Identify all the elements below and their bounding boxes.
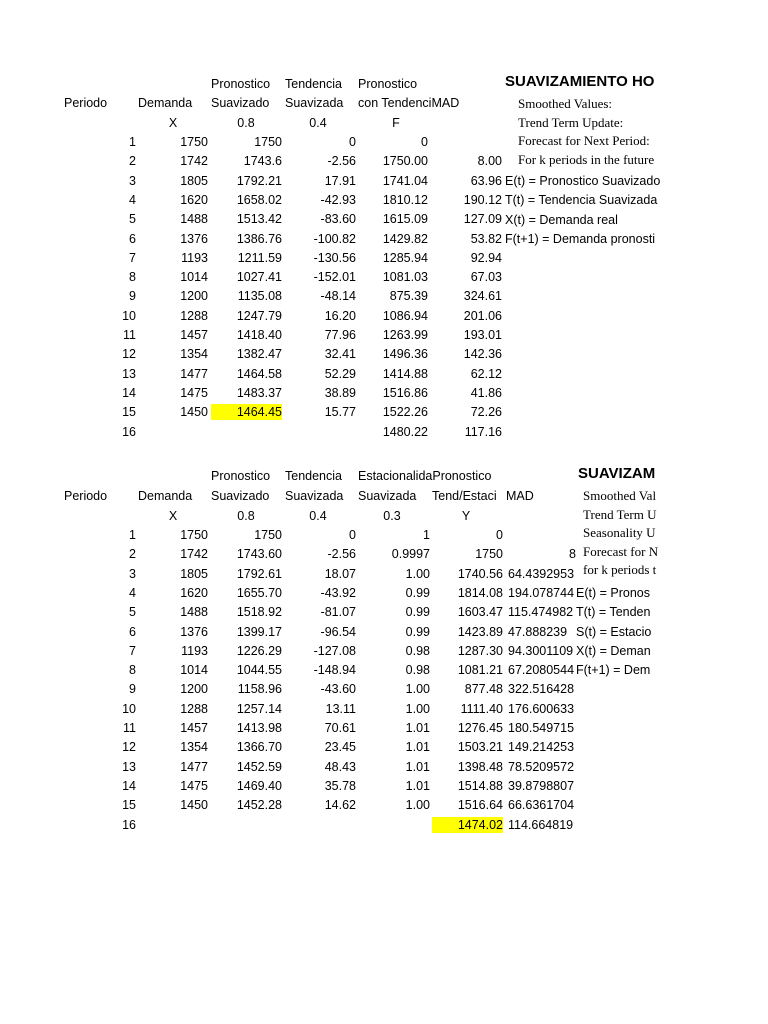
t1-cell-suavizado: 1483.37 xyxy=(236,385,282,400)
t1-cell-mad: 8.00 xyxy=(477,154,502,169)
t1-cell-demanda: 1620 xyxy=(180,192,208,207)
t1-cell-tendencia: -152.01 xyxy=(313,270,356,285)
t2-cell-tendencia: 13.11 xyxy=(325,701,356,716)
t2-cell-mad: 47.888239 xyxy=(508,624,568,639)
t1-cell-demanda: 1750 xyxy=(180,135,208,149)
t2-cell-estacionalidad: 1.00 xyxy=(405,701,430,716)
t1-cell-demanda: 1488 xyxy=(180,212,208,227)
t2-cell-suavizado: 1413.98 xyxy=(236,721,282,735)
t2-cell-suavizado: 1257.14 xyxy=(236,701,282,716)
t2-cell-pronostico: 0 xyxy=(496,528,503,542)
t1-cell-periodo: 10 xyxy=(122,308,136,323)
t2-param-beta: 0.4 xyxy=(309,509,327,523)
t2-cell-estacionalidad: 0.99 xyxy=(405,605,430,620)
t1-cell-mad: 92.94 xyxy=(470,250,502,265)
t2-cell-suavizado: 1743.60 xyxy=(236,547,282,562)
t1-cell-suavizado: 1792.21 xyxy=(236,173,282,188)
t2-side-legend: S(t) = Estacio xyxy=(576,624,652,639)
t2-cell-periodo: 12 xyxy=(122,740,136,755)
t2-cell-demanda: 1288 xyxy=(180,701,208,716)
t2-cell-suavizado: 1655.70 xyxy=(236,585,282,600)
t2-cell-tendencia: 14.62 xyxy=(324,798,356,813)
t1-cell-tendencia: -2.56 xyxy=(327,154,356,169)
t2-cell-estacionalidad: 0.98 xyxy=(405,663,430,678)
t2-cell-mad: 78.5209572 xyxy=(508,759,575,774)
t2-cell-periodo: 16 xyxy=(122,817,136,832)
t1-cell-suavizado: 1743.6 xyxy=(243,154,282,169)
t2-header-tend-estaci: Tend/Estaci xyxy=(432,489,497,503)
t1-cell-periodo: 14 xyxy=(122,385,136,400)
t2-cell-demanda: 1354 xyxy=(180,740,208,755)
t1-cell-suavizado: 1513.42 xyxy=(236,212,282,227)
t1-cell-demanda: 1288 xyxy=(180,308,208,323)
t2-cell-pronostico: 1516.64 xyxy=(457,798,503,813)
t1-cell-mad: 142.36 xyxy=(463,347,502,362)
t2-cell-suavizado: 1792.61 xyxy=(236,566,282,581)
t2-cell-estacionalidad: 1.00 xyxy=(405,682,430,697)
t2-cell-mad: 64.4392953 xyxy=(508,566,575,581)
t1-cell-pronostico: 1414.88 xyxy=(382,366,428,381)
t2-cell-pronostico: 1287.30 xyxy=(457,643,503,658)
t2-header-suavizado: Suavizado xyxy=(211,489,270,503)
t2-cell-pronostico: 1814.08 xyxy=(457,585,503,600)
t2-header-periodo: Periodo xyxy=(64,489,108,503)
t2-cell-mad: 67.2080544 xyxy=(508,663,575,678)
t1-cell-tendencia: 38.89 xyxy=(324,385,356,400)
t1-cell-tendencia: 17.91 xyxy=(324,173,356,188)
t1-cell-tendencia: -42.93 xyxy=(320,192,356,207)
t2-side-formula: Trend Term U xyxy=(583,506,657,522)
t2-cell-mad: 94.3001109 xyxy=(508,643,574,658)
t1-cell-demanda: 1475 xyxy=(180,385,208,400)
t1-cell-periodo: 3 xyxy=(129,173,136,188)
t2-cell-estacionalidad: 1.01 xyxy=(405,721,430,735)
t1-cell-demanda: 1457 xyxy=(180,328,208,342)
t2-cell-pronostico: 1398.48 xyxy=(457,759,503,774)
t1-cell-mad: 193.01 xyxy=(463,328,502,342)
t2-cell-estacionalidad: 1.01 xyxy=(405,778,430,793)
t1-side-formula: For k periods in the future xyxy=(518,151,655,167)
t2-cell-suavizado: 1452.28 xyxy=(236,798,282,813)
t2-cell-tendencia: 23.45 xyxy=(324,740,356,755)
t1-cell-periodo: 1 xyxy=(129,135,136,149)
t2-cell-estacionalidad: 1 xyxy=(423,528,430,542)
t1-cell-mad: 63.96 xyxy=(470,173,502,188)
t1-cell-suavizado: 1418.40 xyxy=(236,328,282,342)
t1-header-suavizada: Suavizada xyxy=(285,96,344,110)
t2-cell-estacionalidad: 0.98 xyxy=(405,643,430,658)
t1-cell-suavizado: 1211.59 xyxy=(237,250,282,265)
t1-cell-pronostico: 1081.03 xyxy=(382,270,428,285)
t2-side-title: SUAVIZAM xyxy=(578,465,656,482)
t1-cell-tendencia: -100.82 xyxy=(313,231,356,246)
t1-cell-pronostico: 875.39 xyxy=(389,289,428,304)
t1-side-legend: T(t) = Tendencia Suavizada xyxy=(505,193,658,208)
t1-cell-mad: 190.12 xyxy=(463,192,502,207)
t2-side-formula: Seasonality U xyxy=(583,525,656,541)
t2-cell-periodo: 14 xyxy=(122,778,136,793)
t1-side-formula: Smoothed Values: xyxy=(518,96,613,111)
t2-side-panel xyxy=(576,462,659,682)
t2-cell-suavizado: 1518.92 xyxy=(236,605,282,620)
t1-cell-suavizado: 1027.41 xyxy=(236,270,282,285)
t1-cell-demanda: 1805 xyxy=(180,173,208,188)
t1-cell-periodo: 6 xyxy=(129,231,136,246)
t2-cell-mad: 180.549715 xyxy=(508,721,575,735)
t2-cell-estacionalidad: 1.01 xyxy=(405,740,430,755)
t2-cell-mad: 114.664819 xyxy=(508,817,574,832)
t2-cell-pronostico: 1081.21 xyxy=(457,663,503,678)
t2-cell-mad: 8 xyxy=(569,547,576,562)
t2-cell-mad: 194.078744 xyxy=(508,585,575,600)
t2-side-legend: F(t+1) = Dem xyxy=(576,663,651,678)
t2-cell-pronostico: 1474.02 xyxy=(432,817,503,833)
t1-side-panel xyxy=(505,70,661,260)
t1-cell-periodo: 11 xyxy=(123,328,136,342)
t1-cell-demanda: 1193 xyxy=(181,250,208,265)
t2-cell-pronostico: 1750 xyxy=(475,547,503,562)
t1-side-formula: Trend Term Update: xyxy=(518,114,624,130)
t2-cell-periodo: 8 xyxy=(129,663,136,678)
t2-header-demanda: Demanda xyxy=(138,489,193,503)
t1-cell-periodo: 7 xyxy=(129,250,136,265)
t2-cell-estacionalidad: 0.9997 xyxy=(391,547,430,562)
t2-cell-pronostico: 1111.40 xyxy=(460,701,503,716)
t1-cell-tendencia: -48.14 xyxy=(320,289,356,304)
t2-cell-demanda: 1457 xyxy=(180,721,208,735)
t2-cell-demanda: 1620 xyxy=(180,585,208,600)
t1-cell-mad: 127.09 xyxy=(463,212,502,227)
t1-cell-demanda: 1354 xyxy=(180,347,208,362)
t1-cell-pronostico: 1263.99 xyxy=(382,328,428,342)
t1-cell-pronostico: 1741.04 xyxy=(382,173,428,188)
t2-cell-suavizado: 1750 xyxy=(254,528,282,542)
t2-cell-tendencia: 0 xyxy=(349,528,356,542)
t1-side-formula: Forecast for Next Period: xyxy=(518,133,650,149)
t1-cell-periodo: 5 xyxy=(129,212,136,227)
t2-param-x: X xyxy=(168,509,178,523)
t2-cell-periodo: 11 xyxy=(123,721,136,735)
t2-cell-suavizado: 1469.40 xyxy=(236,778,282,793)
t1-cell-tendencia: 15.77 xyxy=(324,405,356,420)
t2-header-pronostico: Pronostico xyxy=(211,469,271,483)
t1-cell-mad: 62.12 xyxy=(470,366,502,381)
t2-cell-estacionalidad: 0.99 xyxy=(405,624,430,639)
t2-cell-mad: 149.214253 xyxy=(508,740,575,755)
t2-cell-periodo: 3 xyxy=(129,566,136,581)
t1-cell-pronostico: 1522.26 xyxy=(382,405,428,420)
t2-cell-mad: 115.474982 xyxy=(508,605,574,620)
t2-cell-pronostico: 1276.45 xyxy=(457,721,503,735)
t2-cell-suavizado: 1399.17 xyxy=(236,624,282,639)
t2-cell-suavizado: 1366.70 xyxy=(236,740,282,755)
t2-cell-demanda: 1193 xyxy=(181,643,208,658)
t1-cell-suavizado: 1386.76 xyxy=(236,231,282,246)
t1-cell-mad: 72.26 xyxy=(470,405,502,420)
t1-cell-mad: 53.82 xyxy=(470,231,502,246)
t2-cell-pronostico: 1503.21 xyxy=(457,740,503,755)
t1-cell-periodo: 2 xyxy=(129,154,136,169)
t2-side-legend: E(t) = Pronos xyxy=(576,586,650,600)
t2-cell-estacionalidad: 1.00 xyxy=(405,566,430,581)
t1-side-title: SUAVIZAMIENTO HO xyxy=(505,73,655,90)
t2-header-mad: MAD xyxy=(506,489,534,503)
t2-cell-pronostico: 1423.89 xyxy=(457,624,503,639)
t1-cell-pronostico: 1516.86 xyxy=(382,385,428,400)
t1-cell-pronostico: 1615.09 xyxy=(382,212,428,227)
t2-cell-demanda: 1014 xyxy=(180,663,208,678)
t1-cell-tendencia: 52.29 xyxy=(324,366,356,381)
t1-cell-tendencia: 77.96 xyxy=(324,328,356,342)
t1-cell-pronostico: 1496.36 xyxy=(382,347,428,362)
t1-cell-demanda: 1014 xyxy=(180,270,208,285)
t1-side-legend: F(t+1) = Demanda pronosti xyxy=(505,231,656,246)
t2-cell-periodo: 15 xyxy=(122,798,136,813)
t2-cell-suavizado: 1158.96 xyxy=(237,682,282,697)
t1-cell-periodo: 12 xyxy=(122,347,136,362)
t2-cell-periodo: 5 xyxy=(129,605,136,620)
t2-cell-estacionalidad: 1.01 xyxy=(405,759,430,774)
t2-cell-tendencia: -43.92 xyxy=(320,585,356,600)
t1-cell-periodo: 16 xyxy=(122,424,136,439)
t2-cell-tendencia: -2.56 xyxy=(327,547,356,562)
t2-cell-pronostico: 877.48 xyxy=(464,682,503,697)
t1-side-legend: X(t) = Demanda real xyxy=(505,212,618,227)
t1-cell-mad: 67.03 xyxy=(470,270,502,285)
t2-header-suavizada: Suavizada xyxy=(285,489,344,503)
t1-cell-pronostico: 1810.12 xyxy=(382,192,428,207)
t1-cell-suavizado: 1750 xyxy=(254,135,282,149)
t1-param-x: X xyxy=(168,116,178,130)
t2-cell-demanda: 1200 xyxy=(180,682,208,697)
t2-cell-demanda: 1488 xyxy=(180,605,208,620)
t2-cell-mad: 39.8798807 xyxy=(508,778,575,793)
t1-cell-tendencia: 32.41 xyxy=(324,347,356,362)
t2-cell-demanda: 1742 xyxy=(180,547,208,562)
t2-cell-periodo: 1 xyxy=(129,528,136,542)
t1-header-demanda: Demanda xyxy=(138,96,193,110)
t1-cell-suavizado: 1464.58 xyxy=(236,366,282,381)
t2-cell-demanda: 1477 xyxy=(180,759,208,774)
t2-cell-periodo: 9 xyxy=(129,682,136,697)
t1-cell-periodo: 13 xyxy=(122,366,136,381)
t1-cell-suavizado: 1464.45 xyxy=(211,404,282,420)
t1-param-f: F xyxy=(392,116,400,130)
t1-cell-mad: 117.16 xyxy=(464,424,502,439)
t2-param-gamma: 0.3 xyxy=(383,509,401,523)
t2-cell-demanda: 1475 xyxy=(180,778,208,793)
t1-cell-tendencia: 0 xyxy=(349,135,356,149)
t2-side-legend: T(t) = Tenden xyxy=(576,605,651,620)
t2-header-tendencia: Tendencia xyxy=(285,469,342,483)
t2-cell-tendencia: 18.07 xyxy=(324,566,356,581)
t1-cell-pronostico: 1429.82 xyxy=(382,231,428,246)
t1-cell-periodo: 9 xyxy=(129,289,136,304)
t1-cell-pronostico: 1086.94 xyxy=(382,308,428,323)
t2-cell-periodo: 13 xyxy=(122,759,136,774)
t2-cell-pronostico: 1603.47 xyxy=(457,605,503,620)
t1-param-alpha: 0.8 xyxy=(237,116,255,130)
t2-cell-mad: 176.600633 xyxy=(508,701,575,716)
t2-cell-tendencia: -148.94 xyxy=(313,663,356,678)
t2-cell-suavizado: 1226.29 xyxy=(236,643,282,658)
t1-header-con-tendencia-mad: con TendenciMAD xyxy=(358,96,460,110)
t1-cell-suavizado: 1658.02 xyxy=(236,192,282,207)
t1-param-beta: 0.4 xyxy=(309,116,327,130)
t2-header-estac-suavizada: Suavizada xyxy=(358,489,417,503)
t2-cell-tendencia: 48.43 xyxy=(324,759,356,774)
t2-cell-demanda: 1805 xyxy=(180,566,208,581)
t1-cell-tendencia: 16.20 xyxy=(324,308,356,323)
t1-cell-demanda: 1200 xyxy=(180,289,208,304)
t2-cell-tendencia: -81.07 xyxy=(320,605,356,620)
t1-cell-pronostico: 0 xyxy=(421,135,428,149)
t2-cell-pronostico: 1740.56 xyxy=(457,566,503,581)
t2-side-legend: X(t) = Deman xyxy=(576,643,651,658)
t2-cell-tendencia: 35.78 xyxy=(324,778,356,793)
t1-cell-suavizado: 1382.47 xyxy=(236,347,282,362)
t1-cell-pronostico: 1750.00 xyxy=(382,154,428,169)
t1-cell-demanda: 1450 xyxy=(180,405,208,420)
t2-cell-tendencia: -43.60 xyxy=(320,682,356,697)
t1-cell-suavizado: 1247.79 xyxy=(236,308,282,323)
t2-cell-mad: 66.6361704 xyxy=(508,798,575,813)
t1-cell-pronostico: 1285.94 xyxy=(382,250,428,265)
t1-cell-periodo: 15 xyxy=(122,405,136,420)
t2-side-formula: Forecast for N xyxy=(583,543,659,559)
t1-cell-suavizado: 1135.08 xyxy=(237,289,282,304)
t2-cell-periodo: 6 xyxy=(129,624,136,639)
t2-cell-tendencia: -96.54 xyxy=(320,624,356,639)
t2-cell-periodo: 2 xyxy=(129,547,136,562)
t1-cell-periodo: 8 xyxy=(129,270,136,285)
t2-header-estacionalidad: EstacionalidaPronostico xyxy=(358,469,492,483)
t2-cell-demanda: 1750 xyxy=(180,528,208,542)
t1-header-periodo: Periodo xyxy=(64,96,108,110)
t1-cell-demanda: 1376 xyxy=(180,231,208,246)
t2-cell-estacionalidad: 1.00 xyxy=(405,798,430,813)
t2-cell-pronostico: 1514.88 xyxy=(457,778,503,793)
t2-cell-mad: 322.516428 xyxy=(508,682,575,697)
t1-header-pronostico-tend: Pronostico xyxy=(358,77,418,91)
t1-cell-pronostico: 1480.22 xyxy=(382,424,428,439)
t1-cell-tendencia: -83.60 xyxy=(320,212,356,227)
t2-cell-demanda: 1450 xyxy=(180,798,208,813)
t1-cell-mad: 201.06 xyxy=(463,308,502,323)
t1-cell-demanda: 1477 xyxy=(180,366,208,381)
t1-cell-periodo: 4 xyxy=(129,192,136,207)
t1-header-suavizado: Suavizado xyxy=(211,96,270,110)
t1-cell-tendencia: -130.56 xyxy=(313,250,356,265)
t1-header-tendencia: Tendencia xyxy=(285,77,342,91)
t1-header-pronostico: Pronostico xyxy=(211,77,271,91)
t2-cell-tendencia: 70.61 xyxy=(324,721,356,735)
t1-cell-demanda: 1742 xyxy=(180,154,208,169)
t2-cell-periodo: 7 xyxy=(129,643,136,658)
t2-cell-estacionalidad: 0.99 xyxy=(405,585,430,600)
t2-cell-periodo: 4 xyxy=(129,585,136,600)
t1-cell-mad: 41.86 xyxy=(470,385,502,400)
t2-cell-suavizado: 1452.59 xyxy=(236,759,282,774)
t2-param-y: Y xyxy=(461,509,471,523)
t2-cell-demanda: 1376 xyxy=(180,624,208,639)
t2-side-formula: for k periods t xyxy=(583,562,657,578)
t2-cell-tendencia: -127.08 xyxy=(313,643,356,658)
t2-cell-periodo: 10 xyxy=(122,701,136,716)
t2-side-formula: Smoothed Val xyxy=(583,488,657,503)
t2-param-alpha: 0.8 xyxy=(237,509,255,523)
t2-cell-suavizado: 1044.55 xyxy=(236,663,282,678)
t1-cell-mad: 324.61 xyxy=(463,289,502,304)
t1-side-legend: E(t) = Pronostico Suavizado xyxy=(505,174,661,188)
